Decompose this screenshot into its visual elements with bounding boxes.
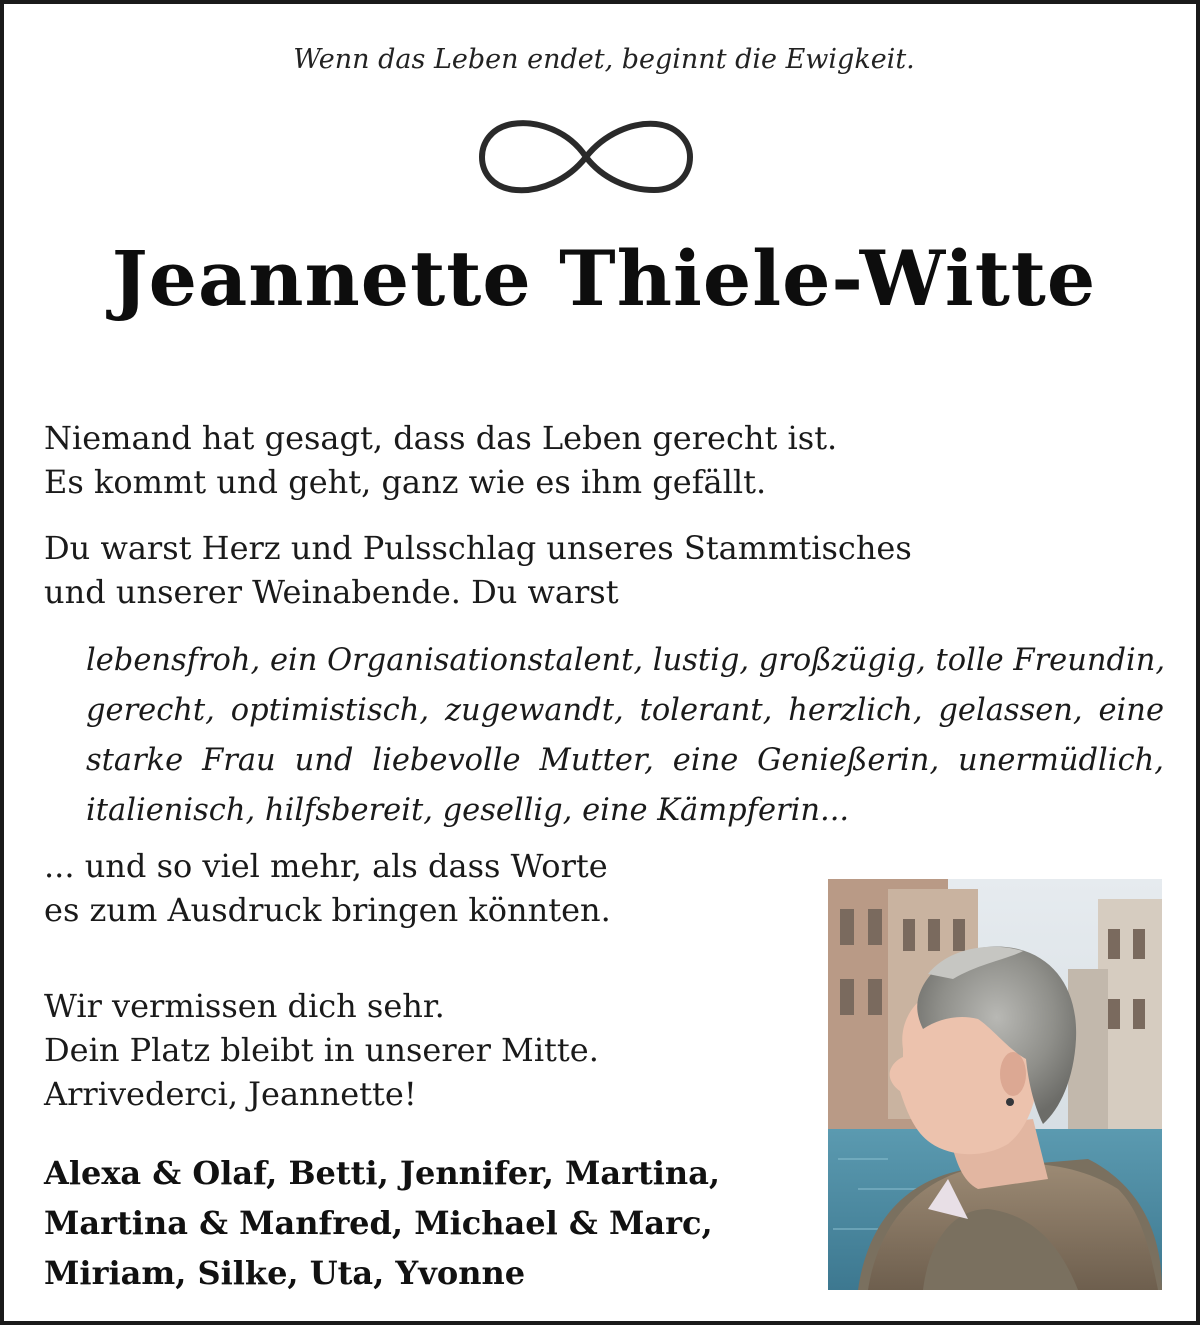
paragraph-intro: [44, 416, 837, 504]
traits-list: [86, 636, 1164, 836]
paragraph-tribute: [44, 526, 912, 614]
deceased-name: Jeannette Thiele-Witte: [111, 234, 1097, 323]
text-line: Arrivederci, Jeannette!: [44, 1075, 417, 1113]
text-line: Dein Platz bleibt in unserer Mitte.: [44, 1031, 599, 1069]
traits-line: gerecht, optimistisch, zugewandt, tolerant, herzlich, gelassen, eine: [86, 693, 1164, 728]
traits-line: italienisch, hilfsbereit, gesellig, eine Kämpferin...: [86, 793, 850, 828]
paragraph-farewell: [44, 984, 599, 1116]
signers-line: Martina & Manfred, Michael & Marc,: [44, 1204, 713, 1242]
motto: Wenn das Leben endet, beginnt die Ewigkeit.: [293, 44, 915, 75]
paragraph-more: [44, 844, 611, 932]
traits-line: starke Frau und liebevolle Mutter, eine Genießerin, unermüdlich,: [86, 743, 1164, 778]
portrait-photo: [828, 879, 1162, 1290]
text-line: ... und so viel mehr, als dass Worte: [44, 847, 608, 885]
signers-line: Miriam, Silke, Uta, Yvonne: [44, 1254, 526, 1292]
signers-line: Alexa & Olaf, Betti, Jennifer, Martina,: [44, 1154, 721, 1192]
signers-list: [44, 1148, 720, 1298]
text-line: Es kommt und geht, ganz wie es ihm gefällt.: [44, 463, 767, 501]
traits-line: lebensfroh, ein Organisationstalent, lustig, großzügig, tolle Freundin,: [86, 643, 1166, 678]
text-line: Niemand hat gesagt, dass das Leben gerecht ist.: [44, 419, 838, 457]
text-line: es zum Ausdruck bringen könnten.: [44, 891, 611, 929]
text-line: Du warst Herz und Pulsschlag unseres Stammtisches: [44, 529, 912, 567]
text-line: und unserer Weinabende. Du warst: [44, 573, 619, 611]
text-line: Wir vermissen dich sehr.: [44, 987, 445, 1025]
infinity-icon: [478, 116, 694, 198]
